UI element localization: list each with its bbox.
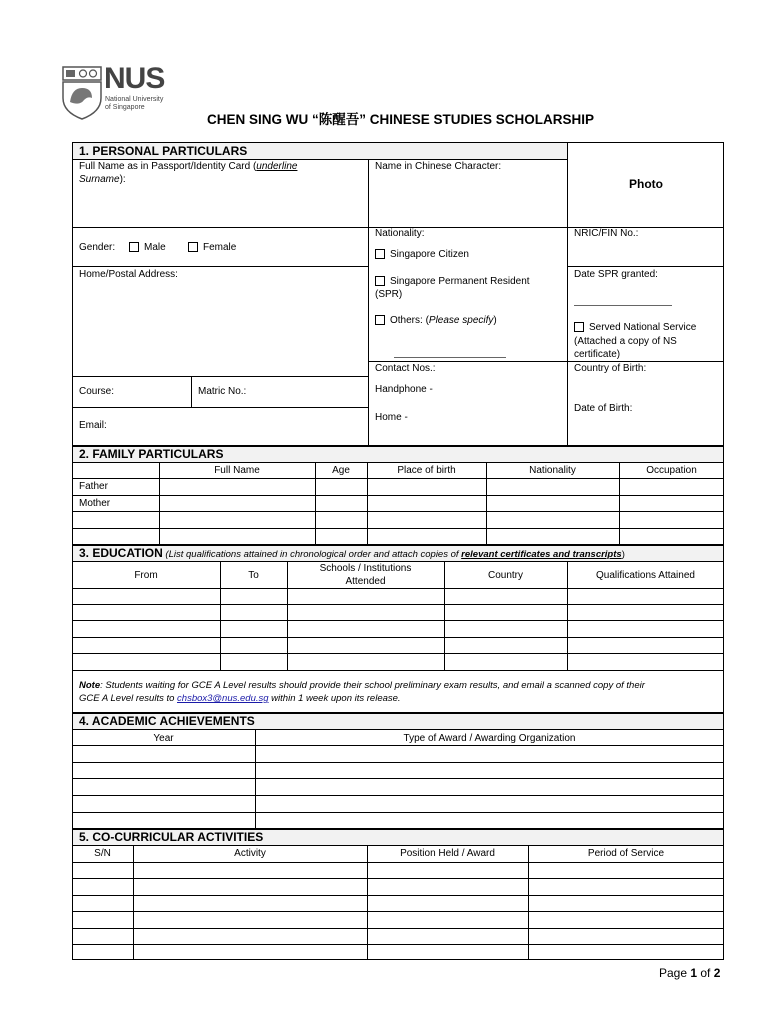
gender-label: Gender: [79, 242, 116, 253]
cca-col-activity: Activity [234, 848, 266, 859]
academic-heading: 4. ACADEMIC ACHIEVEMENTS [79, 714, 255, 728]
photo-label: Photo [629, 177, 663, 191]
date-spr-label: Date SPR granted: [574, 269, 658, 280]
education-note-line-2: GCE A Level results to chsbox3@nus.edu.sg within 1 week upon its release. [79, 693, 401, 704]
education-col-schools-2: Attended [345, 576, 386, 587]
family-heading: 2. FAMILY PARTICULARS [79, 447, 224, 461]
full-name-label: Full Name as in Passport/Identity Card (underline [79, 161, 298, 172]
family-row-father: Father [79, 481, 108, 492]
education-note-line-1: Note: Students waiting for GCE A Level results should provide their school preliminary exam results, and email a scanned copy of their [79, 680, 645, 691]
nus-wordmark: NUS [104, 62, 165, 95]
family-col-place-of-birth: Place of birth [397, 465, 456, 476]
page-number: Page 1 of 2 [659, 966, 721, 980]
education-col-qualifications: Qualifications Attained [596, 570, 695, 581]
nus-crest-icon [62, 66, 102, 120]
family-row-mother: Mother [79, 498, 111, 509]
spr-option[interactable]: Singapore Permanent Resident [375, 276, 530, 288]
address-label: Home/Postal Address: [79, 269, 178, 280]
education-col-country: Country [487, 570, 523, 581]
cca-heading: 5. CO-CURRICULAR ACTIVITIES [79, 830, 264, 844]
singapore-citizen-checkbox [375, 249, 385, 259]
education-col-to: To [248, 570, 259, 581]
education-col-from: From [134, 570, 158, 581]
email-label: Email: [79, 420, 107, 431]
ns-note-2: certificate) [574, 349, 621, 360]
nric-label: NRIC/FIN No.: [574, 228, 639, 239]
female-checkbox [188, 242, 198, 252]
ns-note-1: (Attached a copy of NS [574, 336, 677, 347]
date-of-birth-label: Date of Birth: [574, 403, 633, 414]
form-title: CHEN SING WU “陈醒吾” CHINESE STUDIES SCHOLARSHIP [207, 112, 595, 127]
contact-label: Contact Nos.: [375, 363, 436, 374]
gender-female-option[interactable]: Female [188, 242, 236, 254]
ns-checkbox [574, 322, 584, 332]
handphone-label: Handphone - [375, 384, 433, 395]
spr-checkbox [375, 276, 385, 286]
singapore-citizen-option[interactable]: Singapore Citizen [375, 249, 469, 261]
country-of-birth-label: Country of Birth: [574, 363, 647, 374]
ns-option[interactable]: Served National Service [574, 322, 696, 334]
family-col-age: Age [332, 465, 350, 476]
cca-col-position: Position Held / Award [400, 848, 495, 859]
full-name-label-2: Surname): [79, 174, 126, 185]
family-col-full-name: Full Name [214, 465, 260, 476]
course-label: Course: [79, 386, 115, 397]
nus-subtitle-1: National University [105, 96, 164, 103]
home-phone-label: Home - [375, 412, 408, 423]
nus-subtitle-2: of Singapore [105, 104, 145, 111]
education-col-schools-1: Schools / Institutions [319, 563, 412, 574]
matric-label: Matric No.: [198, 386, 247, 397]
others-checkbox [375, 315, 385, 325]
nationality-label: Nationality: [375, 228, 425, 239]
personal-heading: 1. PERSONAL PARTICULARS [79, 144, 248, 158]
nus-logo [62, 62, 182, 120]
scholarship-email-link[interactable]: chsbox3@nus.edu.sg [177, 693, 269, 704]
cca-col-sn: S/N [94, 848, 111, 859]
education-heading: 3. EDUCATION (List qualifications attained in chronological order and attach copies of relevant certificates and transcripts) [79, 546, 625, 560]
cca-col-period: Period of Service [587, 848, 665, 859]
male-checkbox [129, 242, 139, 252]
family-col-occupation: Occupation [646, 465, 697, 476]
spr-abbr: (SPR) [375, 289, 403, 300]
chinese-name-label: Name in Chinese Character: [375, 161, 502, 172]
academic-col-award: Type of Award / Awarding Organization [403, 733, 576, 744]
academic-col-year: Year [153, 733, 174, 744]
gender-male-option[interactable]: Male [129, 242, 166, 254]
family-col-nationality: Nationality [529, 465, 576, 476]
others-option[interactable]: Others: (Please specify) [375, 315, 497, 327]
